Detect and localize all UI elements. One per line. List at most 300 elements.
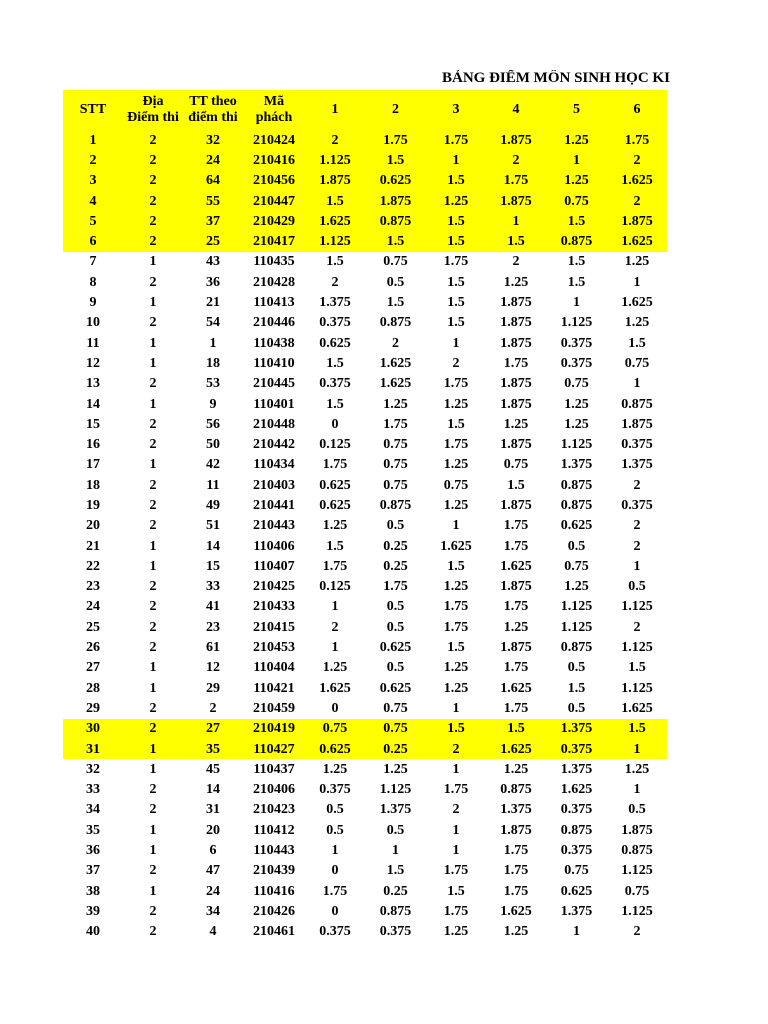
table-cell: 1.75 — [322, 558, 348, 574]
table-cell: 1.25 — [624, 315, 650, 331]
table-cell: 0.125 — [319, 579, 351, 595]
table-cell: 0.5 — [386, 822, 405, 838]
table-cell: 0.625 — [319, 741, 351, 757]
table-cell: 2 — [331, 132, 339, 148]
table-cell: 1.625 — [621, 295, 653, 311]
table-cell: 0.625 — [319, 477, 351, 493]
table-cell: 41 — [206, 599, 220, 615]
table-cell: 1 — [573, 924, 580, 940]
table-row — [63, 536, 667, 556]
table-cell: 1.75 — [443, 619, 469, 635]
header-dia-diem-thi: Địa Điểm thi — [127, 94, 179, 125]
table-cell: 1.875 — [621, 213, 653, 229]
table-cell: 1 — [392, 843, 399, 859]
table-cell: 50 — [206, 437, 220, 453]
table-cell: 2 — [633, 518, 641, 534]
table-cell: 2 — [149, 193, 157, 209]
table-cell: 1.5 — [447, 295, 465, 311]
table-cell: 210453 — [253, 640, 295, 656]
table-cell: 34 — [86, 802, 100, 818]
table-cell: 1 — [633, 274, 641, 290]
table-cell: 1.75 — [503, 843, 529, 859]
table-cell: 1 — [149, 254, 157, 270]
table-cell: 1 — [573, 152, 580, 168]
table-cell: 0.375 — [560, 355, 593, 371]
table-row — [63, 171, 667, 191]
table-cell: 40 — [86, 924, 100, 940]
table-cell: 0 — [331, 863, 339, 879]
table-cell: 210461 — [253, 924, 295, 940]
table-cell: 1.125 — [621, 903, 653, 919]
table-cell: 0.875 — [560, 497, 593, 513]
table-cell: 1 — [149, 843, 157, 859]
table-row — [63, 800, 667, 820]
table-cell: 1.5 — [326, 396, 344, 412]
table-cell: 1 — [633, 558, 641, 574]
table-cell: 1 — [149, 822, 157, 838]
table-cell: 2 — [149, 700, 157, 716]
table-cell: 25 — [86, 619, 100, 635]
table-cell: 1.625 — [500, 680, 532, 696]
table-cell: 0.75 — [564, 376, 589, 392]
table-cell: 33 — [86, 782, 100, 798]
table-cell: 1.25 — [322, 518, 348, 534]
table-row — [63, 191, 667, 211]
table-cell: 4 — [209, 924, 217, 940]
table-row — [63, 374, 667, 394]
table-cell: 210441 — [253, 497, 295, 513]
table-cell: 1.875 — [500, 295, 532, 311]
table-cell: 1.25 — [443, 497, 469, 513]
table-cell: 1.75 — [443, 903, 469, 919]
table-cell: 1.5 — [326, 355, 344, 371]
table-cell: 110401 — [253, 396, 295, 412]
table-cell: 9 — [209, 396, 217, 412]
table-cell: 38 — [86, 883, 100, 899]
table-cell: 1.25 — [383, 761, 408, 777]
table-cell: 1.625 — [379, 355, 412, 371]
table-cell: 110421 — [253, 680, 295, 696]
table-row — [63, 495, 667, 515]
table-cell: 29 — [206, 680, 220, 696]
table-cell: 210423 — [253, 802, 295, 818]
table-cell: 1.25 — [564, 396, 589, 412]
table-cell: 0.375 — [379, 924, 412, 940]
table-cell: 210417 — [253, 234, 295, 250]
table-cell: 1.75 — [503, 660, 529, 676]
table-cell: 1.25 — [383, 396, 408, 412]
table-cell: 1.125 — [379, 782, 412, 798]
table-cell: 1.625 — [621, 234, 653, 250]
table-cell: 55 — [206, 193, 220, 209]
table-cell: 1 — [452, 152, 460, 168]
table-cell: 0.5 — [386, 619, 405, 635]
table-cell: 1 — [452, 822, 460, 838]
table-cell: 0.375 — [319, 315, 351, 331]
table-cell: 1 — [331, 599, 339, 615]
table-cell: 2 — [452, 741, 460, 757]
table-cell: 61 — [206, 640, 220, 656]
table-cell: 1.5 — [567, 254, 586, 270]
table-row — [63, 637, 667, 657]
table-cell: 15 — [206, 558, 220, 574]
table-cell: 2 — [149, 315, 157, 331]
table-cell: 110434 — [253, 457, 295, 473]
header-ma-phach: Mã phách — [255, 94, 293, 125]
table-cell: 1.5 — [326, 193, 344, 209]
table-cell: 14 — [206, 782, 220, 798]
table-cell: 0.75 — [564, 558, 589, 574]
table-body — [63, 130, 667, 942]
table-cell: 1 — [149, 396, 157, 412]
table-cell: 1 — [149, 295, 157, 311]
table-cell: 1 — [331, 640, 339, 656]
table-cell: 1.75 — [503, 883, 529, 899]
table-cell: 8 — [89, 274, 97, 290]
header-q2: 2 — [392, 102, 399, 117]
table-cell: 32 — [86, 761, 100, 777]
table-cell: 4 — [89, 193, 97, 209]
table-cell: 1.5 — [447, 416, 465, 432]
table-cell: 1.5 — [386, 295, 405, 311]
table-row — [63, 313, 667, 333]
table-cell: 1.625 — [621, 173, 653, 189]
table-row — [63, 292, 667, 312]
table-cell: 0.125 — [319, 437, 351, 453]
table-cell: 1.625 — [319, 680, 351, 696]
table-cell: 1.625 — [319, 213, 351, 229]
score-table — [63, 90, 667, 942]
table-cell: 0.375 — [560, 741, 593, 757]
table-cell: 0.5 — [386, 274, 405, 290]
table-cell: 0.5 — [326, 822, 344, 838]
table-cell: 1.375 — [560, 761, 593, 777]
table-cell: 1 — [149, 457, 157, 473]
table-cell: 1.5 — [447, 315, 465, 331]
table-cell: 210416 — [253, 152, 295, 168]
table-cell: 1 — [452, 335, 460, 351]
table-cell: 1 — [149, 558, 157, 574]
table-cell: 210442 — [253, 437, 295, 453]
table-cell: 0.625 — [560, 883, 593, 899]
table-cell: 0 — [331, 700, 339, 716]
table-cell: 1.5 — [447, 558, 465, 574]
table-cell: 0.375 — [319, 924, 351, 940]
table-cell: 1.625 — [379, 376, 412, 392]
table-row — [63, 901, 667, 921]
table-cell: 1.875 — [319, 173, 351, 189]
table-cell: 0.75 — [383, 477, 408, 493]
table-cell: 210419 — [253, 721, 295, 737]
table-cell: 210448 — [253, 416, 295, 432]
table-cell: 1.5 — [326, 254, 344, 270]
table-cell: 1.375 — [560, 903, 593, 919]
table-cell: 1.625 — [500, 741, 532, 757]
table-cell: 1.75 — [383, 579, 408, 595]
table-row — [63, 922, 667, 942]
table-cell: 0.25 — [383, 741, 408, 757]
table-cell: 1.125 — [621, 680, 653, 696]
table-cell: 1.75 — [443, 254, 469, 270]
table-cell: 2 — [149, 497, 157, 513]
table-cell: 47 — [206, 863, 220, 879]
table-cell: 0.875 — [379, 497, 412, 513]
table-cell: 1.125 — [319, 152, 351, 168]
table-row — [63, 577, 667, 597]
table-cell: 0.625 — [319, 335, 351, 351]
table-cell: 1.5 — [386, 234, 405, 250]
table-cell: 110410 — [253, 355, 295, 371]
table-cell: 110443 — [253, 843, 295, 859]
table-cell: 31 — [206, 802, 220, 818]
table-cell: 0.875 — [379, 213, 412, 229]
table-cell: 1.5 — [507, 234, 525, 250]
table-cell: 210445 — [253, 376, 295, 392]
table-cell: 5 — [89, 213, 97, 229]
table-cell: 2 — [392, 335, 399, 351]
table-cell: 0.5 — [567, 700, 586, 716]
table-cell: 18 — [206, 355, 220, 371]
table-row — [63, 759, 667, 779]
table-cell: 1.125 — [621, 599, 653, 615]
table-cell: 1.5 — [628, 335, 646, 351]
table-cell: 1 — [452, 843, 460, 859]
table-cell: 1.25 — [503, 274, 529, 290]
table-cell: 1 — [452, 700, 460, 716]
table-cell: 1.125 — [560, 437, 593, 453]
table-cell: 1.25 — [503, 924, 529, 940]
table-row — [63, 698, 667, 718]
table-cell: 1.25 — [624, 254, 650, 270]
table-cell: 110413 — [253, 295, 295, 311]
table-cell: 0.75 — [503, 457, 529, 473]
table-row — [63, 780, 667, 800]
table-cell: 2 — [149, 782, 157, 798]
table-row — [63, 678, 667, 698]
table-cell: 1.25 — [443, 457, 469, 473]
table-cell: 1 — [149, 538, 157, 554]
table-cell: 0.375 — [621, 497, 653, 513]
table-cell: 2 — [452, 355, 460, 371]
table-cell: 35 — [206, 741, 220, 757]
table-cell: 110416 — [253, 883, 295, 899]
table-cell: 33 — [206, 579, 220, 595]
table-cell: 0.875 — [560, 234, 593, 250]
table-cell: 1.625 — [621, 700, 653, 716]
table-header-row — [63, 90, 667, 130]
table-cell: 0.75 — [564, 863, 589, 879]
table-cell: 1.5 — [507, 721, 525, 737]
header-q6: 6 — [633, 102, 641, 117]
table-cell: 6 — [209, 843, 217, 859]
table-cell: 0.625 — [379, 173, 412, 189]
table-cell: 2 — [331, 274, 339, 290]
table-cell: 36 — [206, 274, 220, 290]
table-cell: 1.75 — [443, 782, 469, 798]
table-cell: 1.25 — [443, 579, 469, 595]
table-cell: 2 — [149, 173, 157, 189]
table-row — [63, 597, 667, 617]
table-row — [63, 353, 667, 373]
table-cell: 1.875 — [500, 132, 532, 148]
table-cell: 6 — [89, 234, 97, 250]
table-cell: 1.25 — [564, 173, 589, 189]
header-q3: 3 — [452, 102, 460, 117]
table-cell: 1.125 — [560, 315, 593, 331]
table-cell: 0.75 — [564, 193, 589, 209]
table-cell: 12 — [206, 660, 220, 676]
table-cell: 2 — [149, 152, 157, 168]
table-cell: 1.5 — [507, 477, 525, 493]
table-cell: 14 — [206, 538, 220, 554]
table-cell: 1.5 — [386, 863, 405, 879]
table-cell: 110437 — [253, 761, 295, 777]
table-cell: 11 — [86, 335, 100, 351]
table-cell: 24 — [206, 152, 220, 168]
table-cell: 2 — [209, 700, 217, 716]
table-cell: 1 — [633, 376, 641, 392]
table-cell: 45 — [206, 761, 220, 777]
table-cell: 0 — [331, 903, 339, 919]
table-row — [63, 556, 667, 576]
table-cell: 0.625 — [560, 518, 593, 534]
table-cell: 2 — [149, 416, 157, 432]
table-cell: 28 — [86, 680, 100, 696]
table-cell: 1 — [149, 660, 157, 676]
table-cell: 0.75 — [383, 437, 408, 453]
table-cell: 0.25 — [383, 558, 408, 574]
table-cell: 110406 — [253, 538, 295, 554]
table-cell: 1.5 — [447, 640, 465, 656]
table-cell: 2 — [331, 619, 339, 635]
table-cell: 110427 — [253, 741, 295, 757]
table-cell: 0.25 — [383, 538, 408, 554]
table-cell: 1.875 — [500, 579, 532, 595]
table-cell: 2 — [633, 924, 641, 940]
table-cell: 25 — [206, 234, 220, 250]
table-cell: 1.25 — [443, 924, 469, 940]
table-cell: 1.375 — [379, 802, 412, 818]
table-cell: 210447 — [253, 193, 295, 209]
table-cell: 1.375 — [500, 802, 532, 818]
table-cell: 1.5 — [567, 680, 586, 696]
table-cell: 0.75 — [624, 355, 650, 371]
table-cell: 10 — [86, 315, 100, 331]
table-cell: 210415 — [253, 619, 295, 635]
table-cell: 0.375 — [319, 782, 351, 798]
table-cell: 1.25 — [624, 761, 650, 777]
table-cell: 1.875 — [500, 335, 532, 351]
table-cell: 26 — [86, 640, 100, 656]
table-cell: 110412 — [253, 822, 295, 838]
table-cell: 0.375 — [560, 335, 593, 351]
table-cell: 1.25 — [322, 761, 348, 777]
table-cell: 210443 — [253, 518, 295, 534]
table-cell: 1 — [149, 883, 157, 899]
table-cell: 2 — [149, 234, 157, 250]
table-cell: 30 — [86, 721, 100, 737]
table-cell: 1.375 — [560, 721, 593, 737]
table-row — [63, 617, 667, 637]
table-cell: 1.875 — [500, 437, 532, 453]
table-cell: 0.875 — [560, 477, 593, 493]
table-cell: 110438 — [253, 335, 295, 351]
table-cell: 0.625 — [319, 497, 351, 513]
table-cell: 1.875 — [500, 822, 532, 838]
table-row — [63, 231, 667, 251]
table-cell: 1 — [573, 295, 580, 311]
table-cell: 29 — [86, 700, 100, 716]
table-cell: 1.25 — [443, 396, 469, 412]
header-q4: 4 — [512, 102, 520, 117]
table-cell: 1.875 — [621, 822, 653, 838]
table-cell: 1.875 — [500, 640, 532, 656]
table-cell: 0.75 — [383, 700, 408, 716]
table-cell: 39 — [86, 903, 100, 919]
table-cell: 2 — [149, 802, 157, 818]
table-cell: 1.5 — [628, 660, 646, 676]
table-cell: 1.75 — [443, 599, 469, 615]
table-cell: 1.125 — [621, 863, 653, 879]
table-cell: 1.5 — [628, 721, 646, 737]
table-cell: 51 — [206, 518, 220, 534]
table-cell: 1.625 — [440, 538, 472, 554]
table-cell: 1.75 — [624, 132, 650, 148]
table-cell: 210459 — [253, 700, 295, 716]
table-row — [63, 861, 667, 881]
table-cell: 0.875 — [621, 396, 653, 412]
table-cell: 110407 — [253, 558, 295, 574]
table-cell: 15 — [86, 416, 100, 432]
table-cell: 210446 — [253, 315, 295, 331]
table-cell: 1.25 — [503, 761, 529, 777]
table-cell: 1.5 — [567, 213, 586, 229]
table-cell: 11 — [206, 477, 220, 493]
table-cell: 1.75 — [322, 883, 348, 899]
table-cell: 0.375 — [319, 376, 351, 392]
table-cell: 1.875 — [500, 193, 532, 209]
table-cell: 0.5 — [386, 660, 405, 676]
table-cell: 1.125 — [319, 234, 351, 250]
table-row — [63, 820, 667, 840]
table-cell: 0.625 — [379, 640, 412, 656]
table-cell: 36 — [86, 843, 100, 859]
table-cell: 1.125 — [560, 599, 593, 615]
table-cell: 1.375 — [621, 457, 653, 473]
table-cell: 0.5 — [326, 802, 344, 818]
table-cell: 1.5 — [326, 538, 344, 554]
table-cell: 1 — [89, 132, 97, 148]
table-cell: 1 — [149, 741, 157, 757]
table-cell: 27 — [86, 660, 100, 676]
table-cell: 1 — [633, 782, 641, 798]
table-cell: 23 — [206, 619, 220, 635]
table-cell: 2 — [149, 863, 157, 879]
table-row — [63, 455, 667, 475]
table-cell: 54 — [206, 315, 220, 331]
table-cell: 0 — [331, 416, 339, 432]
table-cell: 1.375 — [560, 457, 593, 473]
table-cell: 2 — [512, 152, 520, 168]
table-cell: 24 — [86, 599, 100, 615]
table-cell: 1.75 — [383, 416, 408, 432]
table-cell: 0.5 — [386, 599, 405, 615]
table-cell: 35 — [86, 822, 100, 838]
table-cell: 0.375 — [560, 843, 593, 859]
table-cell: 0.5 — [567, 538, 586, 554]
table-cell: 1.5 — [386, 152, 405, 168]
table-row — [63, 516, 667, 536]
